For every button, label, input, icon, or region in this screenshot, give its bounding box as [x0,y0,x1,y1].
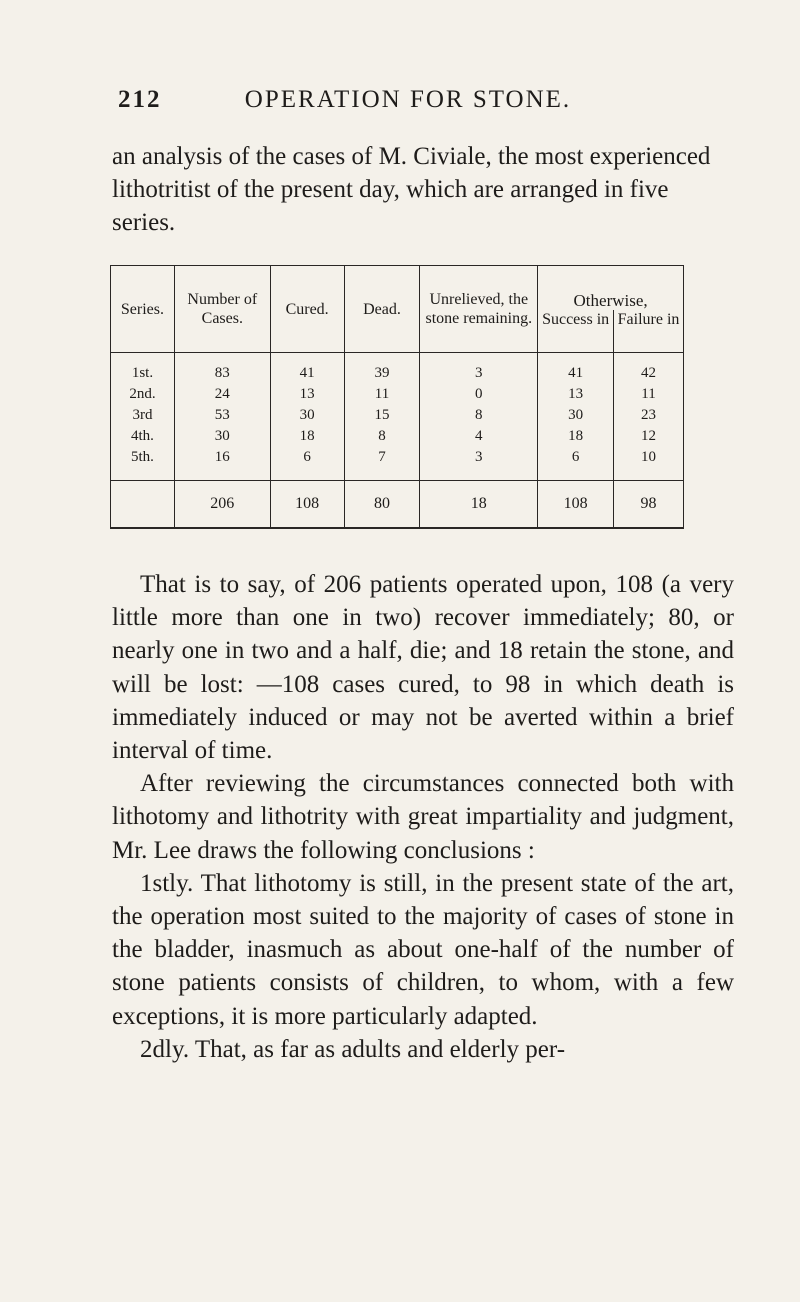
header-cases: Number of Cases. [174,266,270,353]
cell-cured: 41 [270,353,344,385]
cell-failure: 11 [614,384,684,405]
total-cases: 206 [174,481,270,529]
civiale-cases-table [110,265,684,529]
paragraph-summary: That is to say, of 206 patients operated upon, 108 (a very little more than one in two) recover immediately; 80, or nearly one in two and a half, die; and 18 retain the stone, and will be lost: —108 cases cured, to 98 in which death is immediately induced or may not be averted within a brief interval of time. [112,571,734,765]
cell-failure: 10 [614,447,684,481]
cell-series: 4th. [111,426,175,447]
total-series [111,481,175,529]
cell-series: 2nd. [111,384,175,405]
total-dead: 80 [344,481,420,529]
intro-paragraph: an analysis of the cases of M. Civiale, the most experienced lithotritist of the present day, which are arranged in five series. [112,143,711,236]
header-dead: Dead. [344,266,420,353]
cell-cured: 18 [270,426,344,447]
header-cured: Cured. [270,266,344,353]
totals-row [111,481,684,529]
header-success: Success in [538,310,614,353]
cell-cured: 6 [270,447,344,481]
table-row [111,384,684,405]
running-title: OPERATION FOR STONE. [244,86,572,113]
cell-success: 6 [538,447,614,481]
cell-dead: 7 [344,447,420,481]
cell-cases: 83 [174,353,270,385]
paragraph-conclusion-2: 2dly. That, as far as adults and elderly per- [140,1035,566,1063]
cell-unrelieved: 4 [420,426,538,447]
cell-dead: 15 [344,405,420,426]
page-number: 212 [118,86,162,113]
cell-failure: 12 [614,426,684,447]
total-success: 108 [538,481,614,529]
cell-failure: 23 [614,405,684,426]
paragraph-conclusions-intro: After reviewing the circumstances connected both with lithotomy and lithotrity with great impartiality and judgment, Mr. Lee draws the following conclusions : [112,770,734,864]
cell-cases: 53 [174,405,270,426]
cell-success: 18 [538,426,614,447]
cell-success: 41 [538,353,614,385]
table-row [111,405,684,426]
cell-series: 3rd [111,405,175,426]
cell-cases: 24 [174,384,270,405]
cell-cases: 30 [174,426,270,447]
paragraph-conclusion-1: 1stly. That lithotomy is still, in the present state of the art, the operation most suited to the majority of cases of stone in the bladder, inasmuch as about one-half of the number of stone patients consists of children, to whom, with a few exceptions, it is more particularly adapted. [112,869,734,1030]
header-unrelieved: Unrelieved, the stone remaining. [420,266,538,353]
table-row [111,426,684,447]
cell-unrelieved: 3 [420,447,538,481]
cell-cases: 16 [174,447,270,481]
header-failure: Failure in [614,310,684,353]
cell-dead: 39 [344,353,420,385]
table-row [111,353,684,385]
cell-unrelieved: 3 [420,353,538,385]
table-row [111,447,684,481]
total-cured: 108 [270,481,344,529]
cell-cured: 30 [270,405,344,426]
header-series: Series. [111,266,175,353]
cell-cured: 13 [270,384,344,405]
body-text [112,568,734,1066]
cell-series: 5th. [111,447,175,481]
header-otherwise: Otherwise, [538,266,684,311]
cell-series: 1st. [111,353,175,385]
cell-success: 30 [538,405,614,426]
cell-dead: 8 [344,426,420,447]
cell-unrelieved: 0 [420,384,538,405]
cell-dead: 11 [344,384,420,405]
total-unrelieved: 18 [420,481,538,529]
cell-unrelieved: 8 [420,405,538,426]
cell-failure: 42 [614,353,684,385]
total-failure: 98 [614,481,684,529]
page-header [118,86,698,118]
cell-success: 13 [538,384,614,405]
